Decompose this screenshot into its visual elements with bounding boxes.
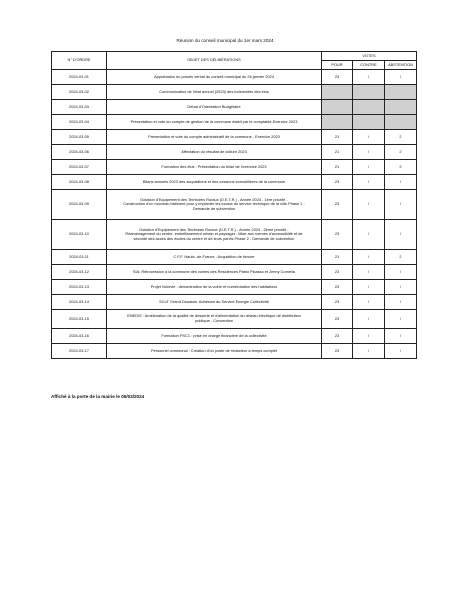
vote-contre: / [353,280,385,295]
deliberation-number: 2024-03-01 [52,70,107,85]
deliberation-number: 2024-03-11 [52,250,107,265]
deliberation-subject-line: Projet Norevie : dénomination de la voirie et numérotation des habitations [150,283,278,289]
vote-abstention: / [385,70,417,85]
vote-contre: / [353,160,385,175]
deliberation-number: 2024-03-12 [52,265,107,280]
vote-contre: / [353,265,385,280]
deliberation-number: 2024-03-05 [52,130,107,145]
table-row [52,115,417,130]
deliberation-subject-line: Personnel communal : Création d'un poste de rédacteur à temps complet [151,347,277,353]
table-row [52,70,417,85]
deliberation-number: 2024-03-10 [52,220,107,250]
table-row [52,160,417,175]
deliberation-subject-line: SIA: Rétrocession à la commune des voiries des Résidences Pablo Picasso et Jenny Cornelia [132,268,296,274]
table-row [52,250,417,265]
deliberation-subject-line: Débat d'Orientation Budgétaire [187,103,241,109]
deliberation-subject [107,280,322,295]
deliberation-subject [107,160,322,175]
vote-abstention: / [385,280,417,295]
table-row [52,329,417,344]
table-row [52,175,417,190]
vote-abstention: / [385,344,417,359]
vote-pour: 21 [322,250,353,265]
vote-pour: 21 [322,130,353,145]
vote-abstention: / [385,190,417,220]
deliberation-number: 2024-03-13 [52,280,107,295]
header-abstention: ABSTENTION [385,61,417,70]
deliberation-subject [107,265,322,280]
table-row [52,220,417,250]
table-row [52,85,417,100]
vote-abstention: / [385,220,417,250]
deliberation-subject [107,175,322,190]
header-votes: VOTES [322,52,417,61]
deliberation-subject [107,115,322,130]
vote-abstention [385,85,417,100]
vote-pour: 23 [322,280,353,295]
deliberation-subject [107,70,322,85]
deliberation-subject-line: Construction d'un nouveau bâtiment pour y implanter les locaux du service technique de la ville-Phase 1 - [123,201,305,207]
vote-pour: 23 [322,295,353,310]
vote-pour [322,85,353,100]
vote-abstention [385,115,417,130]
deliberation-subject-line: Formation des élus : Présentation du bilan de l'exercice 2023 [161,163,267,169]
deliberation-subject [107,310,322,329]
deliberation-subject-line: Formation PSC1 : prise en charge financière de la collectivité [161,332,267,338]
vote-contre: / [353,250,385,265]
deliberation-subject-line: Présentation et vote du compte de gestion de la commune établi par le comptable-Exercice 2023 [130,118,298,124]
deliberation-number: 2024-03-17 [52,344,107,359]
vote-contre [353,100,385,115]
deliberation-subject [107,130,322,145]
deliberation-number: 2024-03-06 [52,145,107,160]
vote-pour [322,115,353,130]
deliberation-subject [107,100,322,115]
header-contre: CONTRE [353,61,385,70]
vote-contre: / [353,220,385,250]
vote-pour: 23 [322,329,353,344]
table-row [52,265,417,280]
vote-contre: / [353,329,385,344]
vote-pour: 23 [322,265,353,280]
deliberations-table [51,51,417,359]
vote-pour [322,100,353,115]
deliberation-number: 2024-03-08 [52,175,107,190]
table-row [52,145,417,160]
deliberation-subject [107,220,322,250]
vote-pour: 23 [322,190,353,220]
header-objet: OBJET DES DÉLIBÉRATIONS [107,52,322,70]
vote-abstention: / [385,295,417,310]
deliberation-subject-line: sécurité des accès des écoles du centre et de leurs parvis Phase 2 - Demande de subvention [133,235,295,241]
deliberation-subject-line: Dotation d'Equipement des Territoires Ruraux (D.E.T.R.) - Année 2024 - 2ème priorité - [139,226,289,232]
posting-note: Affiché à la porte de la mairie le 05/03/2024 [51,394,145,399]
deliberation-subject-line: Affectation du résultat de clôture 2023 [181,148,247,154]
deliberation-number: 2024-03-09 [52,190,107,220]
table-row [52,310,417,329]
page-title: Réunion du conseil municipal du 1er mars 2024 [176,38,274,43]
table-row [52,130,417,145]
deliberation-subject-line: Approbation du procès verbal du conseil municipal du 26 janvier 2024 [153,73,275,79]
vote-contre: / [353,344,385,359]
vote-pour: 21 [322,145,353,160]
deliberation-number: 2024-03-14 [52,295,107,310]
vote-abstention: / [385,175,417,190]
vote-contre: / [353,145,385,160]
vote-abstention [385,100,417,115]
deliberation-subject-line: Bilans annuels 2023 des acquisitions et des cessions immobilières de la commune [142,178,286,184]
vote-contre [353,115,385,130]
deliberation-number: 2024-03-07 [52,160,107,175]
table-row [52,295,417,310]
vote-contre: / [353,310,385,329]
vote-abstention: / [385,310,417,329]
deliberation-number: 2024-03-03 [52,100,107,115]
vote-pour: 23 [322,310,353,329]
deliberation-subject-line: SCoT Grand Douaisis: Adhésion au Service Energie Collectivité [159,298,269,304]
vote-pour: 23 [322,175,353,190]
deliberation-subject [107,250,322,265]
deliberation-subject [107,329,322,344]
deliberation-subject-line: Dotation d'Equipement des Territoires Ruraux (D.E.T.R.) - Année 2024 - 1ère priorité - [140,196,288,202]
deliberation-subject-line: C.F.F. Hauts -de-France : Acquisition de foncier [173,253,255,259]
vote-pour: 23 [322,70,353,85]
deliberation-number: 2024-03-15 [52,310,107,329]
deliberation-subject [107,145,322,160]
table-row [52,100,417,115]
vote-abstention: 2 [385,145,417,160]
deliberation-subject-line: publique - Convention [195,318,233,323]
header-ordre: N° D'ORDRE [52,52,107,70]
vote-contre: / [353,175,385,190]
deliberation-subject-line: ENEDIS : Amélioration de la qualité de desserte et d'alimentation du réseau électrique de distribution [127,313,301,319]
table-row [52,190,417,220]
deliberation-number: 2024-03-04 [52,115,107,130]
deliberation-subject-line: Communication de l'état annuel (2023) des indemnités des élus [159,88,269,94]
vote-pour: 23 [322,344,353,359]
table-row [52,280,417,295]
deliberation-subject-line: Réaménagement du centre, embellissement urbain et paysager : Mise aux normes d'accessibilité et de [125,231,303,237]
deliberation-subject-line: Présentation et vote du compte administratif de la commune - Exercice 2023 [148,133,280,139]
vote-contre [353,85,385,100]
deliberation-subject [107,190,322,220]
vote-contre: / [353,130,385,145]
deliberation-number: 2024-03-02 [52,85,107,100]
deliberation-number: 2024-03-16 [52,329,107,344]
vote-abstention: / [385,265,417,280]
vote-abstention: / [385,329,417,344]
vote-pour: 23 [322,220,353,250]
deliberation-subject [107,85,322,100]
deliberation-subject [107,295,322,310]
vote-abstention: 2 [385,160,417,175]
header-pour: POUR [322,61,353,70]
deliberation-subject-line: Demande de subvention [192,205,236,211]
vote-contre: / [353,70,385,85]
vote-abstention: 2 [385,250,417,265]
vote-contre: / [353,295,385,310]
table-row [52,344,417,359]
deliberation-subject [107,344,322,359]
vote-contre: / [353,190,385,220]
vote-pour: 21 [322,160,353,175]
vote-abstention: 2 [385,130,417,145]
